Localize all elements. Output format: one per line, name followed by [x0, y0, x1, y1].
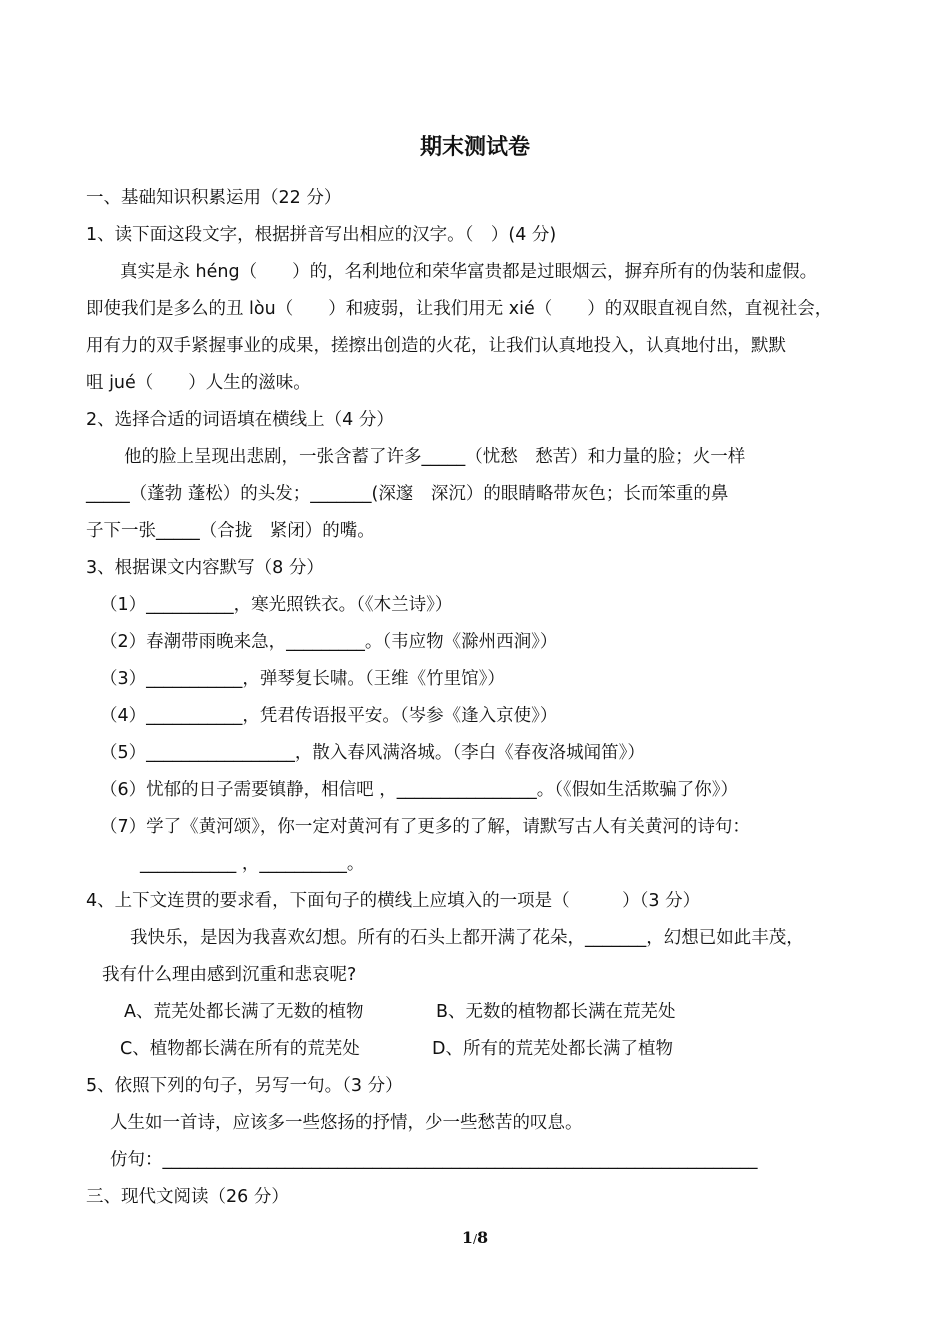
- question-3-item-7: （7）学了《黄河颂》，你一定对黄河有了更多的了解，请默写古人有关黄河的诗句：: [100, 817, 750, 837]
- question-5-example: 人生如一首诗，应该多一些悠扬的抒情，少一些愁苦的叹息。: [110, 1113, 583, 1133]
- question-3-item-6: （6）忧郁的日子需要镇静，相信吧 ，________________。（《假如生活欺骗了你》）: [100, 780, 738, 800]
- page-number-current: 1: [461, 1228, 473, 1247]
- question-2-text-line-1: 他的脸上呈现出悲剧，一张含蓄了许多_____（忧愁 愁苦）和力量的脸；火一样: [124, 447, 746, 467]
- question-4-option-c: C、植物都长满在所有的荒芜处: [120, 1039, 360, 1059]
- page-number-total: 8: [477, 1228, 489, 1247]
- question-2-text-line-2: _____（蓬勃 蓬松）的头发；_______(深邃 深沉）的眼睛略带灰色；长而笨重的鼻: [86, 484, 729, 504]
- question-4-prompt: 4、上下文连贯的要求看，下面句子的横线上应填入的一项是（ ）（3 分）: [86, 891, 701, 911]
- question-1-text-line-4: 咀 jué（ ）人生的滋味。: [86, 373, 311, 393]
- question-3-item-1: （1）__________，寒光照铁衣。（《木兰诗》）: [100, 595, 453, 615]
- section-3-heading: 三、现代文阅读（26 分）: [86, 1187, 289, 1207]
- page-number: [0, 1228, 950, 1247]
- section-1-heading: 一、基础知识积累运用（22 分）: [86, 188, 342, 208]
- question-2-text-line-3: 子下一张_____（合拢 紧闭）的嘴。: [86, 521, 375, 541]
- question-1-text-line-1: 真实是永 héng（ ）的，名利地位和荣华富贵都是过眼烟云，摒弃所有的伪装和虚假。: [120, 262, 818, 282]
- question-4-option-a: A、荒芜处都长满了无数的植物: [124, 1002, 364, 1022]
- question-3-item-7-blank: ___________ ，__________。: [140, 854, 365, 874]
- page-number-separator: /: [472, 1232, 478, 1246]
- page-title: 期末测试卷: [419, 135, 530, 160]
- question-1-prompt: 1、读下面这段文字，根据拼音写出相应的汉字。（ ）(4 分): [86, 225, 557, 245]
- question-5-prompt: 5、依照下列的句子，另写一句。（3 分）: [86, 1076, 403, 1096]
- question-1-text-line-2: 即使我们是多么的丑 lòu（ ）和疲弱，让我们用无 xié（ ）的双眼直视自然，直视社会，: [86, 299, 833, 319]
- question-1-text-line-3: 用有力的双手紧握事业的成果，搓擦出创造的火花，让我们认真地投入，认真地付出，默默: [86, 336, 786, 356]
- question-3-item-4: （4）___________，凭君传语报平安。（岑参《逢入京使》）: [100, 706, 558, 726]
- question-4-option-d: D、所有的荒芜处都长满了植物: [432, 1039, 673, 1059]
- question-3-item-3: （3）___________，弹琴复长啸。（王维《竹里馆》）: [100, 669, 505, 689]
- question-5-answer-line: 仿句：____________________________________________________________________: [110, 1150, 758, 1170]
- question-4-text-line-2: 我有什么理由感到沉重和悲哀呢?: [102, 965, 357, 985]
- question-3-item-5: （5）_________________，散入春风满洛城。（李白《春夜洛城闻笛》）: [100, 743, 645, 763]
- question-4-option-b: B、无数的植物都长满在荒芜处: [436, 1002, 676, 1022]
- question-3-item-2: （2）春潮带雨晚来急，_________。（韦应物《滁州西涧》）: [100, 632, 558, 652]
- question-4-text-line-1: 我快乐，是因为我喜欢幻想。所有的石头上都开满了花朵，_______，幻想已如此丰茂，: [130, 928, 804, 948]
- question-3-prompt: 3、根据课文内容默写（8 分）: [86, 558, 324, 578]
- question-2-prompt: 2、选择合适的词语填在横线上（4 分）: [86, 410, 394, 430]
